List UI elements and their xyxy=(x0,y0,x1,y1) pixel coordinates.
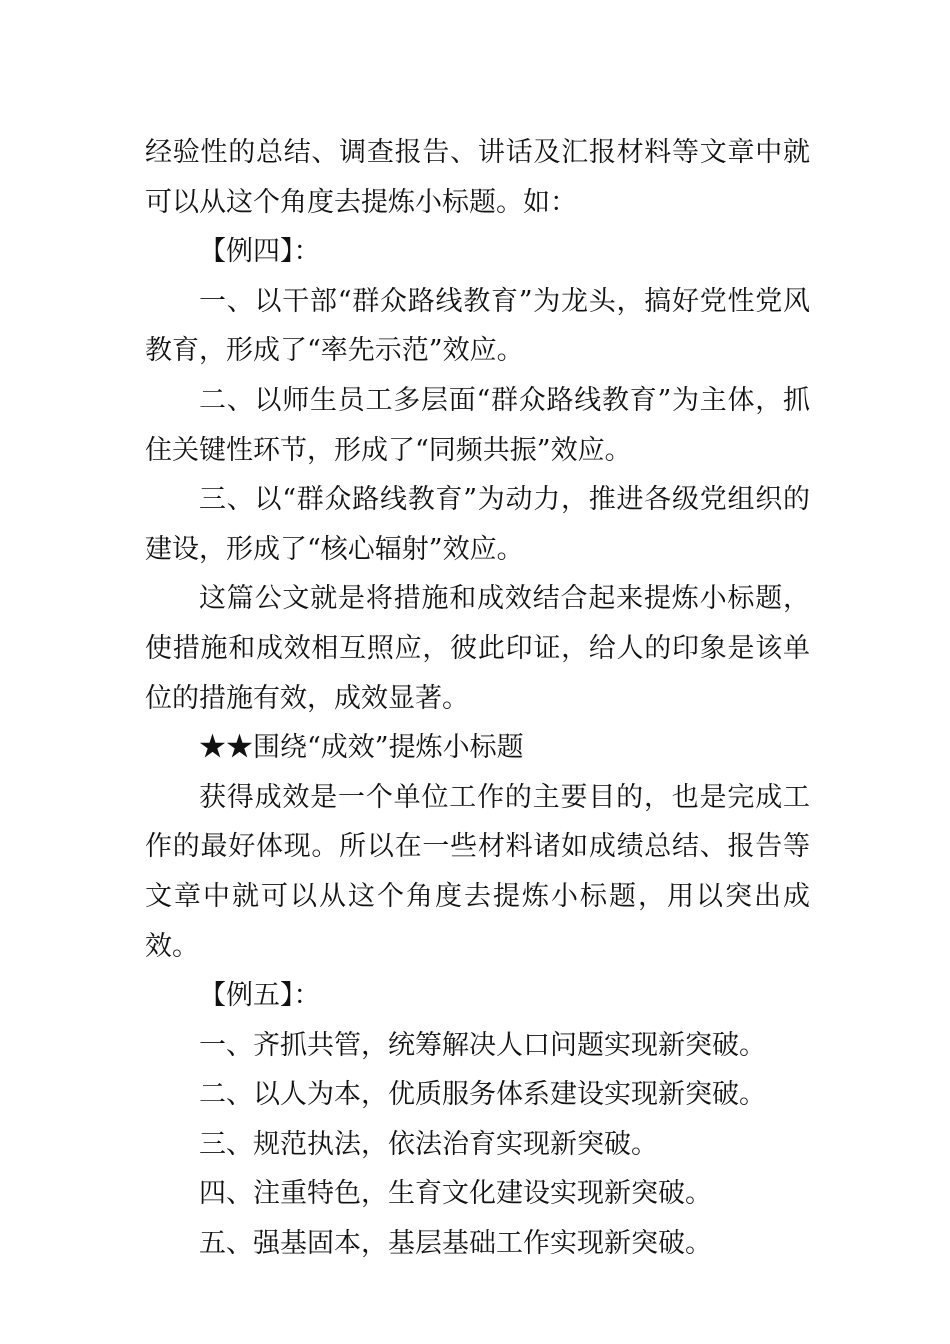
example-5-item-5: 五、强基固本，基层基础工作实现新突破。 xyxy=(199,1228,712,1260)
document-body xyxy=(145,128,810,1269)
example-5-item-2: 二、以人为本，优质服务体系建设实现新突破。 xyxy=(199,1079,766,1111)
section-intro-paragraph: 获得成效是一个单位工作的主要目的，也是完成工作的最好体现。所以在一些材料诸如成绩总结、报告等文章中就可以从这个角度去提炼小标题，用以突出成效。 xyxy=(145,781,810,962)
section-heading: ★★围绕“成效”提炼小标题 xyxy=(199,732,524,764)
example-4-item-1: 一、以干部“群众路线教育”为龙头，搞好党性党风教育，形成了“率先示范”效应。 xyxy=(145,285,810,367)
example-5-item-4: 四、注重特色，生育文化建设实现新突破。 xyxy=(199,1178,712,1210)
example-5-item-1: 一、齐抓共管，统筹解决人口问题实现新突破。 xyxy=(199,1029,766,1061)
example-5-item-3: 三、规范执法，依法治育实现新突破。 xyxy=(199,1128,658,1160)
explanation-paragraph: 这篇公文就是将措施和成效结合起来提炼小标题，使措施和成效相互照应，彼此印证，给人的印象是该单位的措施有效，成效显著。 xyxy=(145,583,810,714)
paragraph-continuation: 经验性的总结、调查报告、讲话及汇报材料等文章中就可以从这个角度去提炼小标题。如： xyxy=(145,137,810,218)
example-4-item-2: 二、以师生员工多层面“群众路线教育”为主体，抓住关键性环节，形成了“同频共振”效应。 xyxy=(145,384,810,466)
example-5-label: 【例五】： xyxy=(199,980,321,1012)
example-4-item-3: 三、以“群众路线教育”为动力，推进各级党组织的建设，形成了“核心辐射”效应。 xyxy=(145,484,810,565)
example-4-label: 【例四】： xyxy=(199,236,321,268)
